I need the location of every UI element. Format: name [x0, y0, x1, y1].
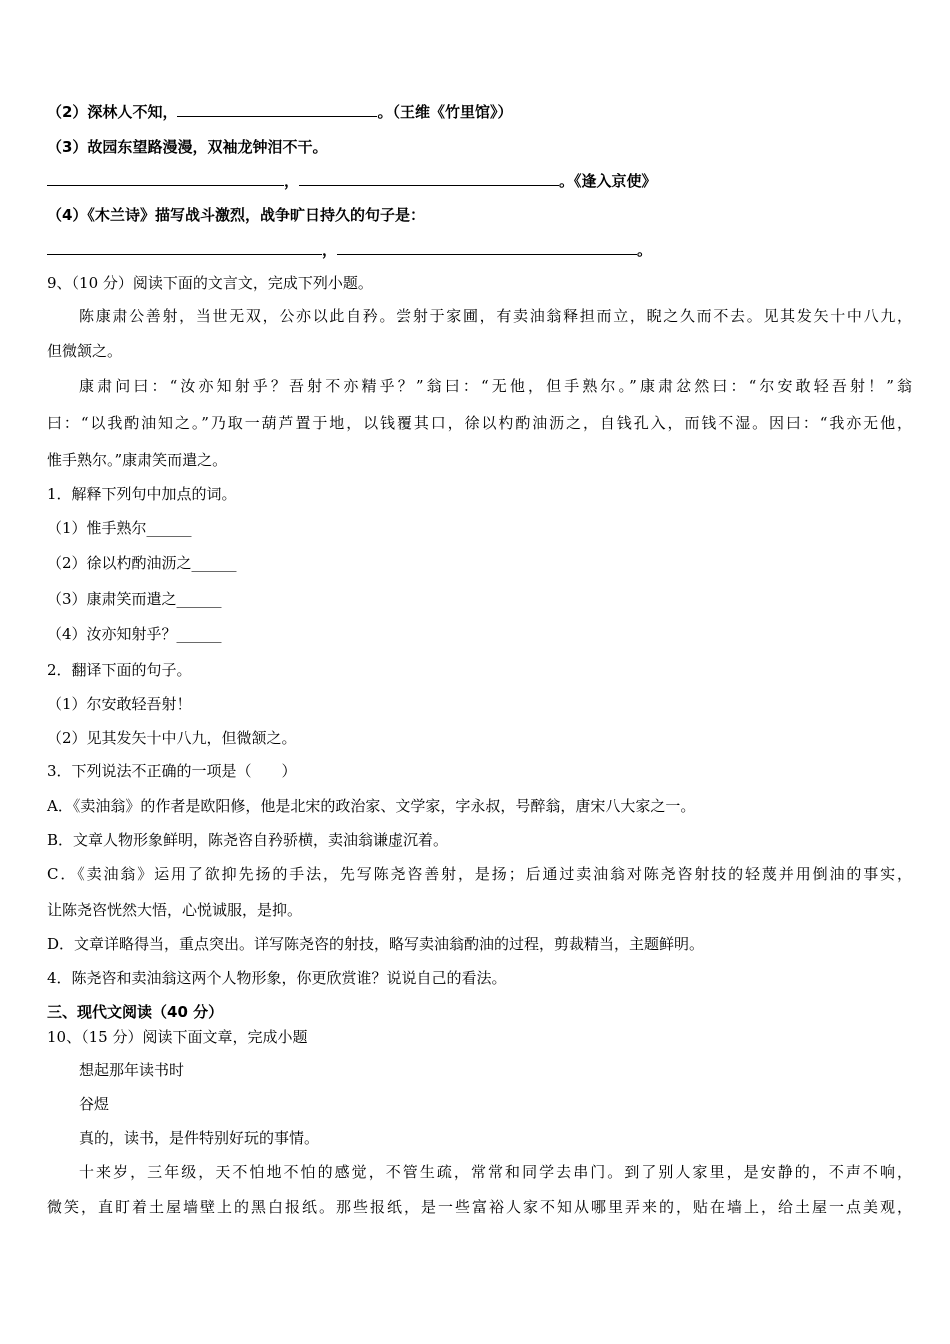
subquestion-1-item-4: （4）汝亦知射乎？______	[47, 625, 222, 643]
subquestion-3: 3．下列说法不正确的一项是（ ）	[47, 762, 297, 780]
subquestion-1-item-3: （3）康肃笑而遣之______	[47, 590, 222, 608]
answer-blank[interactable]	[47, 171, 284, 186]
article-p1: 真的，读书，是件特别好玩的事情。	[79, 1129, 320, 1147]
subquestion-2-item-2: （2）见其发矢十中八九，但微颔之。	[47, 729, 297, 747]
passage-p1-line1: 陈康肃公善射，当世无双，公亦以此自矜。尝射于家圃，有卖油翁释担而立，睨之久而不去。见其发矢十中八九，	[79, 307, 912, 325]
poem-question-4: （4）《木兰诗》描写战斗激烈，战争旷日持久的句子是：	[47, 206, 425, 224]
passage-p2-line1: 康肃问曰：“汝亦知射乎？吾射不亦精乎？”翁曰：“无他，但手熟尔。”康肃忿然曰：“尔安敢轻吾射！”翁	[79, 377, 912, 395]
passage-p2-line2: 曰：“以我酌油知之。”乃取一葫芦置于地，以钱覆其口，徐以杓酌油沥之，自钱孔入，而钱不湿。因曰：“我亦无他，	[47, 414, 912, 432]
answer-blank[interactable]	[299, 171, 559, 186]
poem-q4-answer-line	[47, 240, 912, 260]
option-c-line1: C．《卖油翁》运用了欲抑先扬的手法，先写陈尧咨善射，是扬；后通过卖油翁对陈尧咨射技的轻蔑并用倒油的事实，	[47, 865, 912, 883]
poem-q3-answer-line	[47, 171, 912, 191]
article-p2-line2: 微笑，直盯着土屋墙壁上的黑白报纸。那些报纸，是一些富裕人家不知从哪里弄来的，贴在墙上，给土屋一点美观，	[47, 1198, 912, 1216]
passage-p1-line2: 但微颔之。	[47, 342, 123, 360]
poem-question-3: （3）故园东望路漫漫，双袖龙钟泪不干。	[47, 138, 328, 156]
subquestion-1: 1．解释下列句中加点的词。	[47, 485, 237, 503]
poem-q4-suffix: 。	[637, 241, 653, 259]
subquestion-2: 2．翻译下面的句子。	[47, 661, 192, 679]
answer-blank[interactable]	[177, 102, 377, 117]
article-p2-line1: 十来岁，三年级，天不怕地不怕的感觉，不管生疏，常常和同学去串门。到了别人家里，是安静的，不声不响，	[79, 1163, 912, 1181]
passage-p2-line3: 惟手熟尔。”康肃笑而遣之。	[47, 451, 228, 469]
poem-q3-sep: ，	[284, 172, 300, 190]
option-a: A．《卖油翁》的作者是欧阳修，他是北宋的政治家、文学家，字永叔，号醉翁，唐宋八大家之一。	[47, 797, 696, 815]
article-author: 谷煜	[79, 1095, 110, 1113]
poem-q2-prefix: （2）深林人不知，	[47, 103, 178, 121]
option-d: D．文章详略得当，重点突出。详写陈尧咨的射技，略写卖油翁酌油的过程，剪裁精当，主题鲜明。	[47, 935, 705, 953]
poem-q3-suffix: 。《逢入京使》	[559, 172, 657, 190]
subquestion-1-item-1: （1）惟手熟尔______	[47, 519, 192, 537]
poem-q2-suffix: 。（王维《竹里馆》）	[377, 103, 513, 121]
option-b: B．文章人物形象鲜明，陈尧咨自矜骄横，卖油翁谦虚沉着。	[47, 831, 449, 849]
answer-blank[interactable]	[337, 240, 637, 255]
poem-q4-sep: ，	[322, 241, 338, 259]
poem-question-2	[47, 102, 912, 122]
question-9-header: 9、（10 分）阅读下面的文言文，完成下列小题。	[47, 274, 373, 292]
answer-blank[interactable]	[47, 240, 322, 255]
subquestion-4: 4．陈尧咨和卖油翁这两个人物形象，你更欣赏谁？说说自己的看法。	[47, 969, 507, 987]
article-title: 想起那年读书时	[79, 1061, 185, 1079]
subquestion-2-item-1: （1）尔安敢轻吾射！	[47, 695, 192, 713]
question-10-header: 10、（15 分）阅读下面文章，完成小题	[47, 1028, 308, 1046]
option-c-line2: 让陈尧咨恍然大悟，心悦诚服，是抑。	[47, 901, 303, 919]
subquestion-1-item-2: （2）徐以杓酌油沥之______	[47, 554, 237, 572]
section-3-title: 三、现代文阅读（40 分）	[47, 1003, 224, 1021]
